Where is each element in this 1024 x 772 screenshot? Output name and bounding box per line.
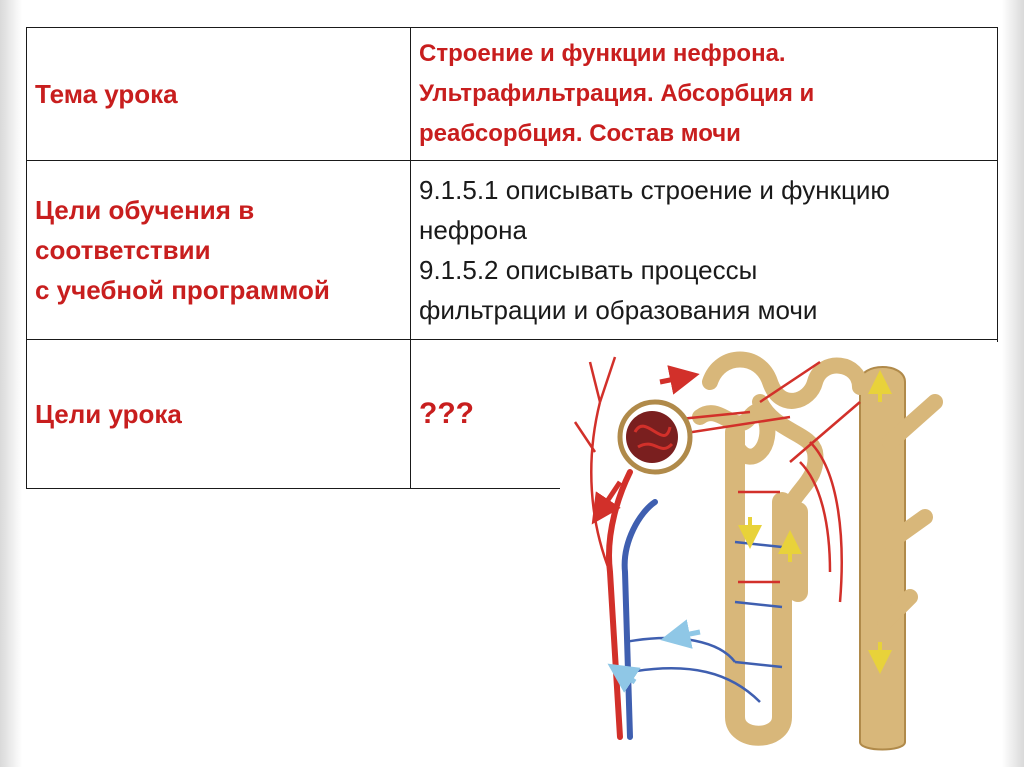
objectives-value-line: 9.1.5.1 описывать строение и функцию	[419, 175, 890, 205]
topic-value	[411, 28, 998, 161]
objectives-value	[411, 161, 998, 340]
nephron-figure	[560, 342, 1000, 767]
objectives-label-line: с учебной программой	[35, 275, 330, 305]
lesson-goals-label: Цели урока	[27, 340, 411, 489]
objectives-value-line: 9.1.5.2 описывать процессы	[419, 255, 758, 285]
objectives-label	[27, 161, 411, 340]
table-row-objectives	[27, 161, 998, 340]
collecting-duct	[860, 367, 935, 750]
objectives-value-line: фильтрации и образования мочи	[419, 295, 818, 325]
objectives-value-line: нефрона	[419, 215, 527, 245]
topic-value-line: Строение и функции нефрона.	[419, 40, 786, 67]
objectives-label-line: соответствии	[35, 235, 211, 265]
objectives-label-line: Цели обучения в	[35, 195, 255, 225]
glomerulus	[620, 402, 690, 472]
topic-value-line: Ультрафильтрация. Абсорбция и	[419, 80, 815, 107]
topic-value-line: реабсорбция. Состав мочи	[419, 120, 741, 147]
nephron-diagram	[560, 342, 1000, 767]
proximal-tubule	[700, 412, 767, 457]
slide-left-shadow	[0, 0, 22, 767]
lesson-goals-value: ???	[411, 340, 998, 489]
slide-right-shadow	[1002, 0, 1024, 767]
blood-vessels	[575, 357, 860, 737]
table-row-topic	[27, 28, 998, 161]
topic-label: Тема урока	[27, 28, 411, 161]
